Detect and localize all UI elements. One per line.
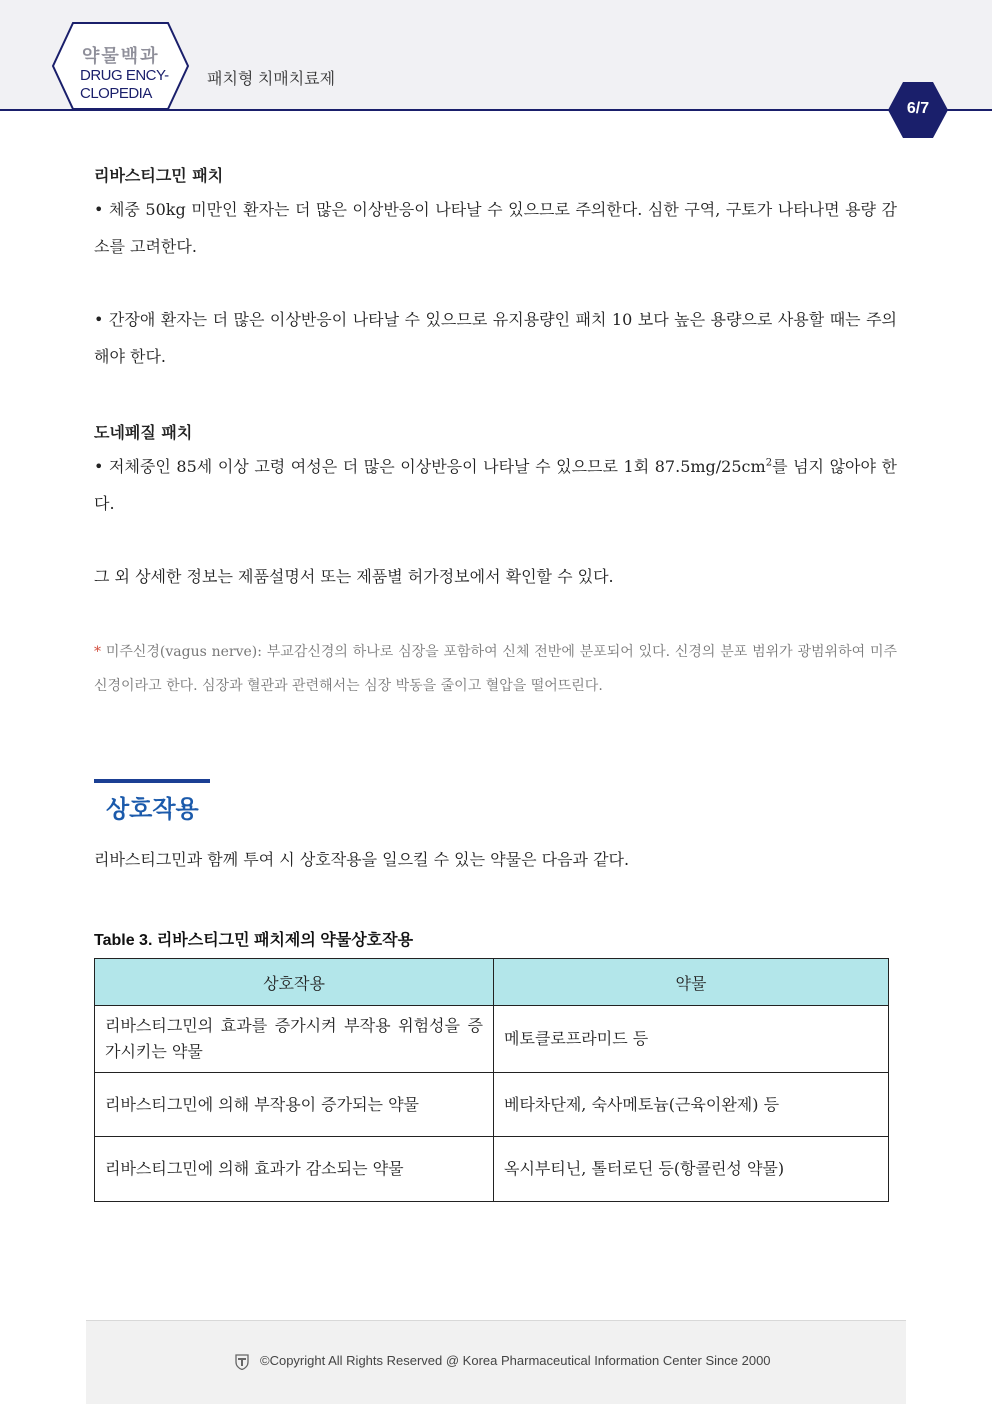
other-info-paragraph: 그 외 상세한 정보는 제품설명서 또는 제품별 허가정보에서 확인할 수 있다. bbox=[94, 567, 614, 586]
table-cell: 리바스티그민에 의해 부작용이 증가되는 약물 bbox=[95, 1073, 494, 1137]
header-drug: 약물 bbox=[494, 959, 889, 1006]
donepezil-paragraph: • 저체중인 85세 이상 고령 여성은 더 많은 이상반응이 나타날 수 있으므로 1회 $87.5mg/25cm^2$를 넘지 않아야 한다. bbox=[94, 457, 897, 513]
table-header-row bbox=[95, 959, 889, 1006]
rivastigmine-subtitle: 리바스티그민 패치 bbox=[94, 166, 224, 185]
table-cell: 베타차단제, 숙사메토늄(근육이완제) 등 bbox=[494, 1073, 889, 1137]
table-row bbox=[95, 1137, 889, 1202]
table-cell: 리바스티그민에 의해 효과가 감소되는 약물 bbox=[95, 1137, 494, 1202]
page-number: 6/7 bbox=[906, 100, 930, 117]
section-accent-bar bbox=[94, 779, 210, 783]
table-caption: Table 3. 리바스티그민 패치제의 약물상호작용 bbox=[94, 932, 414, 949]
table-row bbox=[95, 1073, 889, 1137]
donepezil-subtitle: 도네페질 패치 bbox=[94, 423, 193, 442]
logo-english: DRUG ENCY- CLOPEDIA bbox=[80, 67, 169, 102]
footnote-vagus-nerve: * 미주신경(vagus nerve): 부교감신경의 하나로 심장을 포함하여 신체 전반에 분포되어 있다. 신경의 분포 범위가 광범위하여 미주신경이라고 한다. 심장과 혈관과 관련해서는 심장 박동을 줄이고 혈압을 떨어뜨린다. bbox=[94, 644, 897, 694]
crest-icon bbox=[234, 1354, 250, 1370]
interaction-table bbox=[94, 958, 889, 1202]
header-divider bbox=[0, 109, 992, 111]
table-cell: 메토클로프라미드 등 bbox=[494, 1006, 889, 1073]
footer-copyright: ©Copyright All Rights Reserved @ Korea Pharmaceutical Information Center Since 2000 bbox=[260, 1353, 771, 1368]
document-title: 패치형 치매치료제 bbox=[207, 71, 336, 88]
rivastigmine-paragraph-2: • 간장애 환자는 더 많은 이상반응이 나타날 수 있으므로 유지용량인 패치 10 보다 높은 용량으로 사용할 때는 주의해야 한다. bbox=[94, 310, 897, 366]
header-interaction: 상호작용 bbox=[95, 959, 494, 1006]
table-cell: 옥시부티닌, 톨터로딘 등(항콜린성 약물) bbox=[494, 1137, 889, 1202]
table-cell: 리바스티그민의 효과를 증가시켜 부작용 위험성을 증가시키는 약물 bbox=[95, 1006, 494, 1073]
rivastigmine-paragraph-1: • 체중 50kg 미만인 환자는 더 많은 이상반응이 나타날 수 있으므로 주의한다. 심한 구역, 구토가 나타나면 용량 감소를 고려한다. bbox=[94, 200, 897, 256]
interaction-intro: 리바스티그민과 함께 투여 시 상호작용을 일으킬 수 있는 약물은 다음과 같다. bbox=[94, 850, 630, 869]
table-row bbox=[95, 1006, 889, 1073]
interaction-section-title: 상호작용 bbox=[106, 796, 199, 823]
logo-korean: 약물백과 bbox=[82, 46, 160, 66]
